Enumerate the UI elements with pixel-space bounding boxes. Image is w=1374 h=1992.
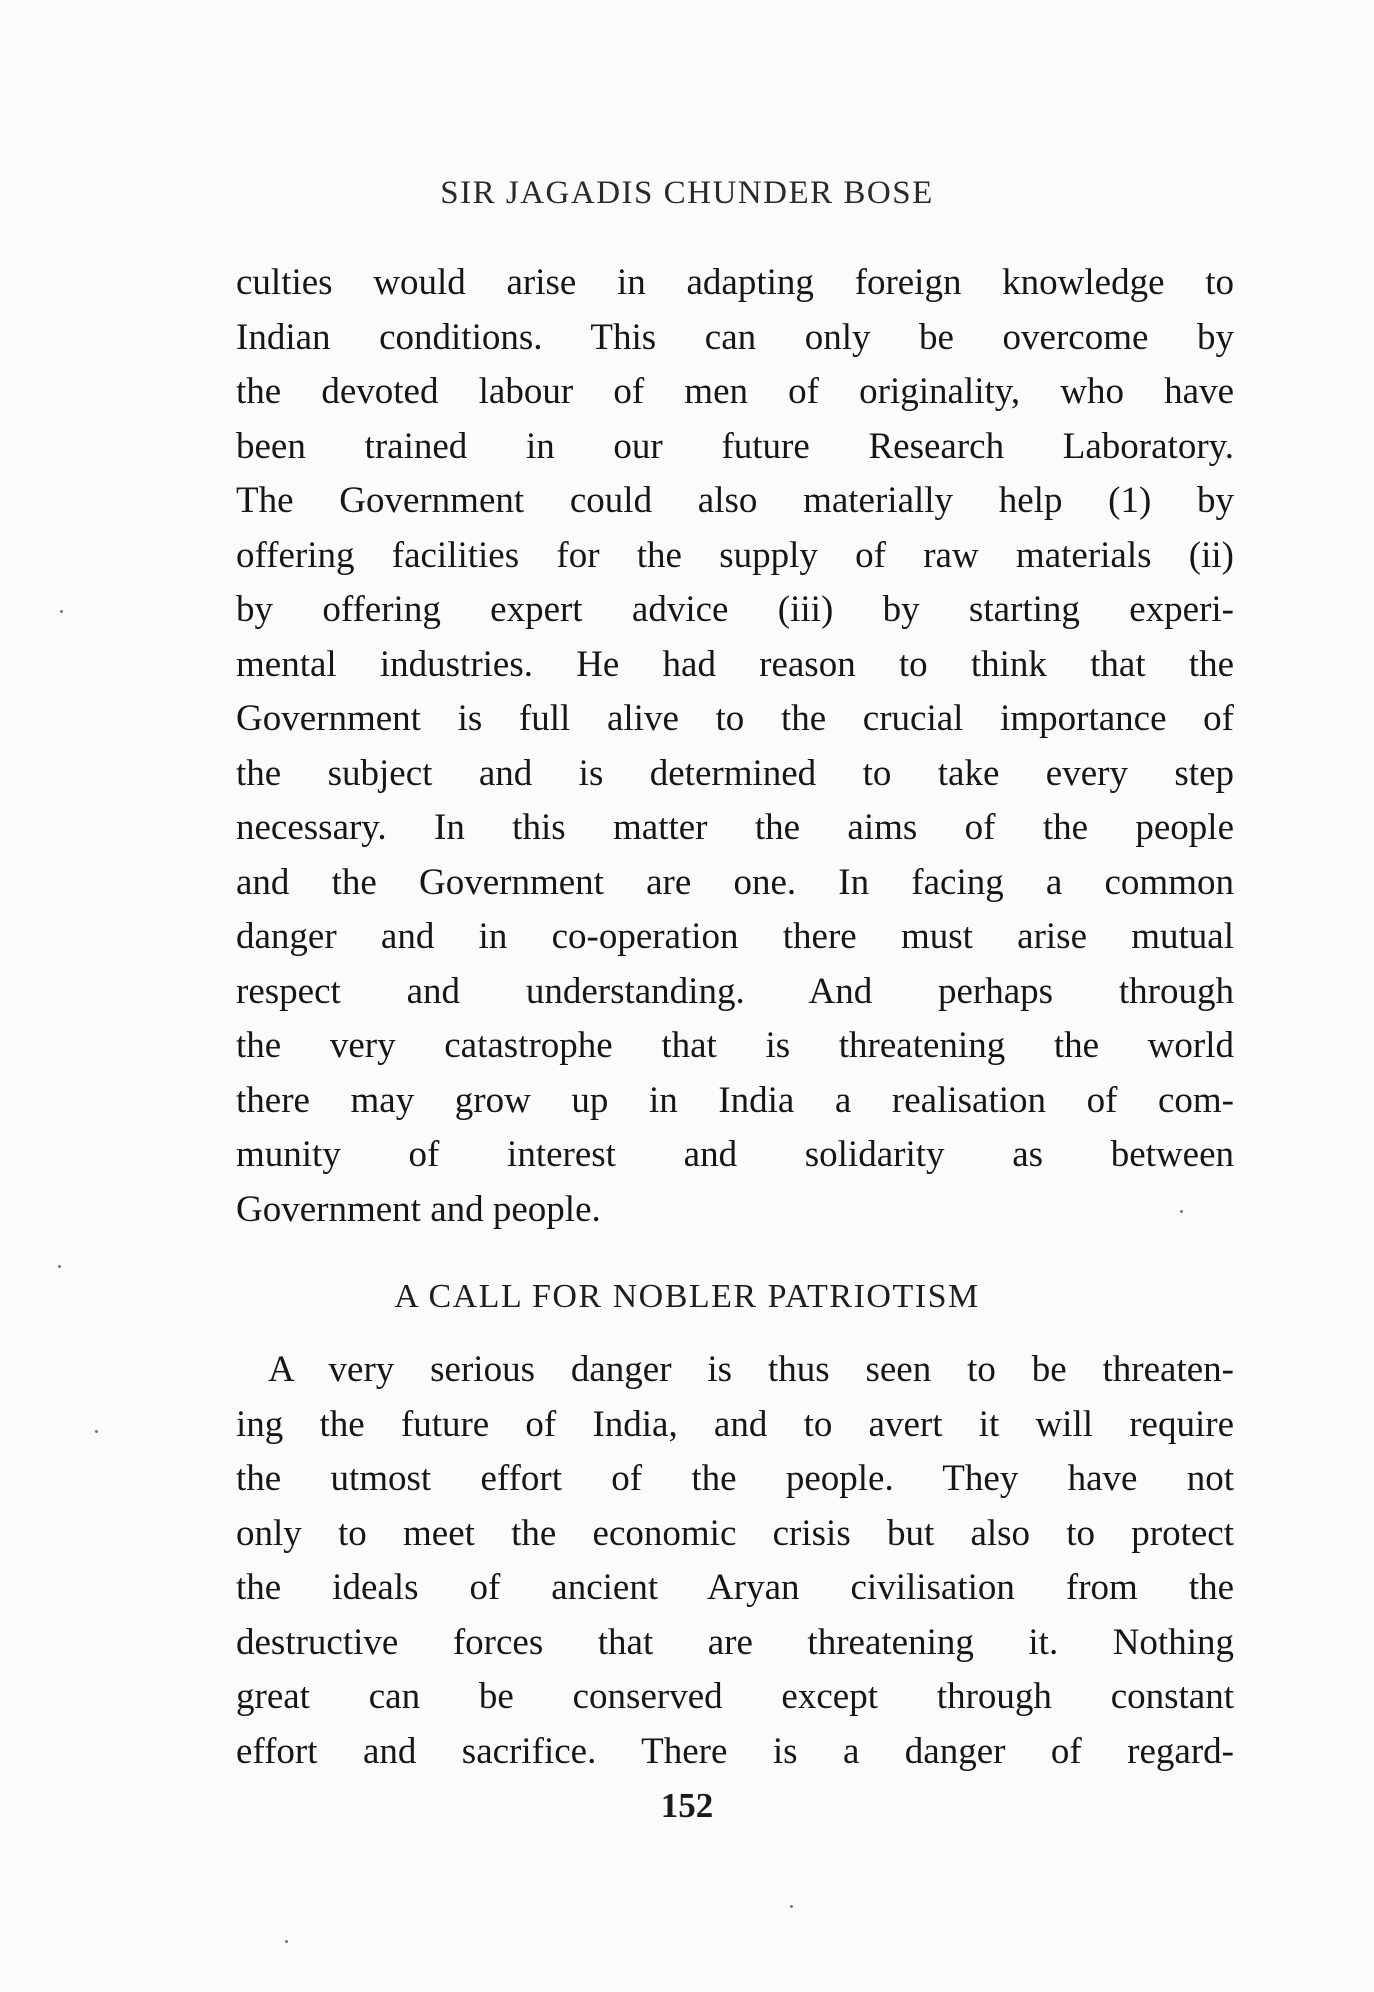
- text-line: great can be conserved except through constant: [236, 1676, 1234, 1717]
- text-line: the subject and is determined to take every step: [236, 752, 1234, 794]
- paragraph-1: [236, 256, 1234, 1237]
- text-line: Indian conditions. This can only be overcome by: [236, 316, 1234, 358]
- print-speck: [1180, 1210, 1183, 1213]
- text-line: the ideals of ancient Aryan civilisation from the: [236, 1567, 1234, 1608]
- text-line: Government is full alive to the crucial importance of: [236, 698, 1234, 739]
- text-line: and the Government are one. In facing a common: [236, 861, 1234, 903]
- text-line: munity of interest and solidarity as between: [236, 1134, 1234, 1175]
- text-line: offering facilities for the supply of raw materials (ii): [236, 534, 1234, 576]
- running-head: SIR JAGADIS CHUNDER BOSE: [440, 175, 934, 211]
- text-line: the utmost effort of the people. They have not: [236, 1458, 1234, 1499]
- section-heading: A CALL FOR NOBLER PATRIOTISM: [394, 1278, 980, 1315]
- print-speck: [95, 1430, 98, 1433]
- text-line: effort and sacrifice. There is a danger of regard-: [236, 1730, 1234, 1772]
- paragraph-2: [236, 1343, 1234, 1779]
- text-line: destructive forces that are threatening it. Nothing: [236, 1621, 1234, 1663]
- text-line: mental industries. He had reason to think that the: [236, 643, 1234, 685]
- text-line: A very serious danger is thus seen to be threaten-: [268, 1349, 1234, 1390]
- text-line: The Government could also materially help (1) by: [236, 480, 1234, 521]
- text-line: been trained in our future Research Laboratory.: [236, 425, 1234, 467]
- text-line: Government and people.: [236, 1188, 601, 1230]
- text-line: culties would arise in adapting foreign knowledge to: [236, 262, 1234, 303]
- text-line: only to meet the economic crisis but also to protect: [236, 1512, 1234, 1554]
- text-line: the devoted labour of men of originality, who have: [236, 371, 1234, 412]
- print-speck: [60, 610, 63, 613]
- text-line: necessary. In this matter the aims of the people: [236, 807, 1234, 848]
- print-speck: [790, 1905, 793, 1908]
- print-speck: [285, 1940, 288, 1943]
- text-line: respect and understanding. And perhaps through: [236, 970, 1234, 1012]
- text-line: there may grow up in India a realisation of com-: [236, 1079, 1234, 1121]
- text-line: danger and in co-operation there must arise mutual: [236, 916, 1234, 957]
- text-line: by offering expert advice (iii) by starting experi-: [236, 589, 1234, 630]
- print-speck: [58, 1265, 61, 1268]
- page-number: 152: [660, 1786, 714, 1825]
- text-line: the very catastrophe that is threatening the world: [236, 1025, 1234, 1066]
- text-line: ing the future of India, and to avert it will require: [236, 1403, 1234, 1445]
